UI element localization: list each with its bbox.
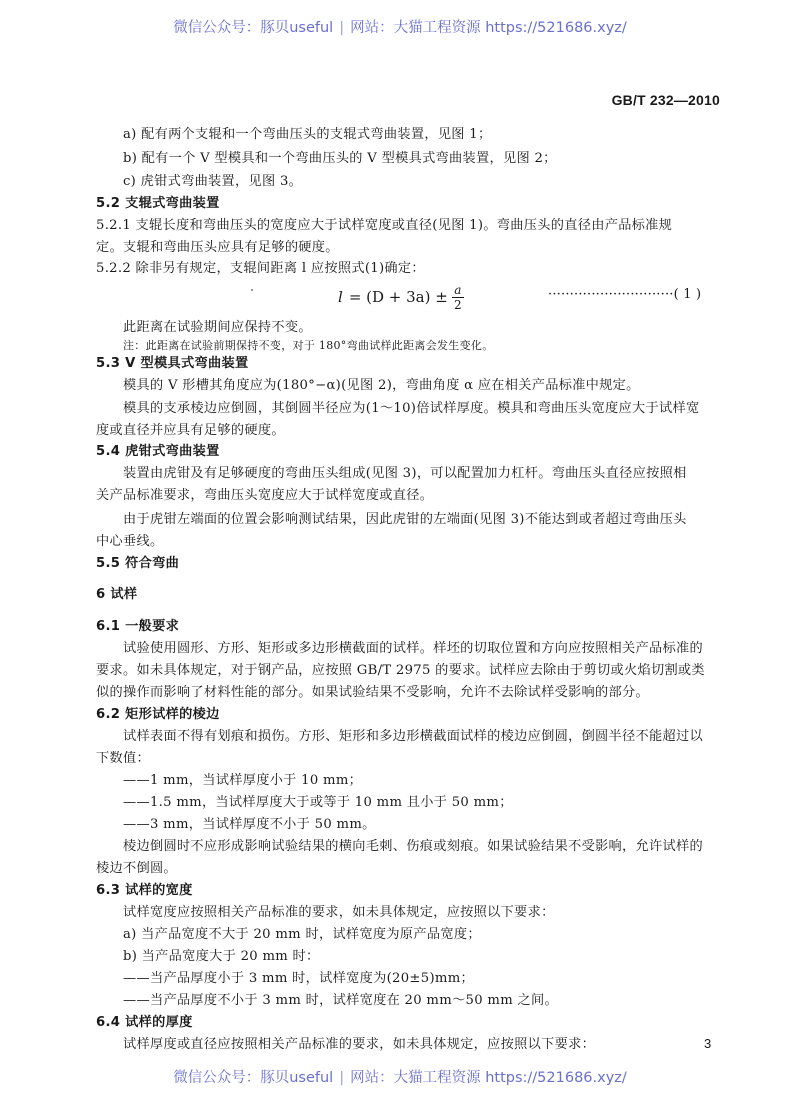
list-item: a) 配有两个支辊和一个弯曲压头的支辊式弯曲装置，见图 1； <box>123 127 492 142</box>
section-heading: 6.3 试样的宽度 <box>96 883 193 898</box>
list-item: b) 配有一个 V 型模具和一个弯曲压头的 V 型模具式弯曲装置，见图 2； <box>123 151 557 166</box>
page-number: 3 <box>704 1036 712 1051</box>
dash-list-item: ——1 mm，当试样厚度小于 10 mm； <box>123 773 363 788</box>
formula-lhs: l <box>338 288 343 306</box>
note-line: 注：此距离在试验前期保持不变，对于 180°弯曲试样此距离会发生变化。 <box>123 339 494 352</box>
paragraph-line: 5.2.1 支辊长度和弯曲压头的宽度应大于试样宽度或直径(见图 1)。弯曲压头的直径由产品标准规 <box>96 218 673 233</box>
paragraph-line: 装置由虎钳及有足够硬度的弯曲压头组成(见图 3)，可以配置加力杠杆。弯曲压头直径应按照相 <box>123 466 687 481</box>
formula-1 <box>338 279 464 315</box>
chapter-heading: 6 试样 <box>96 587 138 602</box>
dash-list-item: ——当产品厚度不小于 3 mm 时，试样宽度在 20 mm～50 mm 之间。 <box>123 993 558 1008</box>
watermark-site: 网站：大猫工程资源 https://521686.xyz/ <box>350 1070 627 1086</box>
fraction-denominator: 2 <box>453 297 462 312</box>
section-heading: 6.1 一般要求 <box>96 619 180 634</box>
paragraph-line: 棱边不倒圆。 <box>96 861 177 876</box>
paragraph-line: 棱边倒圆时不应形成影响试验结果的横向毛刺、伤痕或刻痕。如果试验结果不受影响，允许试样的 <box>123 839 703 854</box>
watermark-wechat: 微信公众号：豚贝useful <box>173 20 334 36</box>
paragraph-line: 模具的支承棱边应倒圆，其倒圆半径应为(1～10)倍试样厚度。模具和弯曲压头宽度应大于试样宽 <box>123 401 700 416</box>
section-heading: 5.5 符合弯曲 <box>96 556 180 571</box>
section-heading: 6.2 矩形试样的棱边 <box>96 707 220 722</box>
watermark-bottom <box>0 1066 800 1087</box>
paragraph-line: 似的操作而影响了材料性能的部分。如果试验结果不受影响，允许不去除试样受影响的部分。 <box>96 685 649 700</box>
paragraph-line: 度或直径并应具有足够的硬度。 <box>96 423 285 438</box>
watermark-divider: | <box>339 1070 345 1086</box>
standard-number: GB/T 232—2010 <box>611 92 720 108</box>
list-item: c) 虎钳式弯曲装置，见图 3。 <box>123 174 303 189</box>
paragraph-line: 定。支辊和弯曲压头应具有足够的硬度。 <box>96 240 339 255</box>
formula-fraction <box>452 283 464 312</box>
dash-list-item: ——当产品厚度小于 3 mm 时，试样宽度为(20±5)mm； <box>123 971 474 986</box>
fraction-numerator: a <box>454 282 462 297</box>
scan-speck <box>251 289 253 291</box>
formula-rhs: = (D + 3a) ± <box>348 288 448 306</box>
list-item: b) 当产品宽度大于 20 mm 时： <box>123 949 320 964</box>
paragraph-line: 下数值： <box>96 751 150 766</box>
paragraph-line: 中心垂线。 <box>96 534 164 549</box>
paragraph-line: 关产品标准要求，弯曲压头宽度应大于试样宽度或直径。 <box>96 488 434 503</box>
paragraph-line: 试验使用圆形、方形、矩形或多边形横截面的试样。样坯的切取位置和方向应按照相关产品标准的 <box>123 641 703 656</box>
paragraph-line: 要求。如未具体规定，对于钢产品，应按照 GB/T 2975 的要求。试样应去除由于剪切或火焰切割或类 <box>96 663 705 678</box>
section-heading: 5.2 支辊式弯曲装置 <box>96 196 220 211</box>
paragraph-line: 试样厚度或直径应按照相关产品标准的要求，如未具体规定，应按照以下要求： <box>123 1037 596 1052</box>
paragraph-line: 此距离在试验期间应保持不变。 <box>123 320 312 335</box>
paragraph-line: 由于虎钳左端面的位置会影响测试结果，因此虎钳的左端面(见图 3)不能达到或者超过弯曲压头 <box>123 512 687 527</box>
section-heading: 5.4 虎钳式弯曲装置 <box>96 444 220 459</box>
section-heading: 5.3 V 型模具式弯曲装置 <box>96 356 249 371</box>
paragraph-line: 试样表面不得有划痕和损伤。方形、矩形和多边形横截面试样的棱边应倒圆，倒圆半径不能超过以 <box>123 729 703 744</box>
watermark-wechat: 微信公众号：豚贝useful <box>173 1070 334 1086</box>
watermark-site: 网站：大猫工程资源 https://521686.xyz/ <box>350 20 627 36</box>
dash-list-item: ——3 mm，当试样厚度不小于 50 mm。 <box>123 817 376 832</box>
paragraph-line: 5.2.2 除非另有规定，支辊间距离 l 应按照式(1)确定： <box>96 261 425 276</box>
section-heading: 6.4 试样的厚度 <box>96 1015 193 1030</box>
watermark-top <box>0 16 800 37</box>
formula-label: ·····························( 1 ) <box>548 287 702 302</box>
dash-list-item: ——1.5 mm，当试样厚度大于或等于 10 mm 且小于 50 mm； <box>123 795 513 810</box>
watermark-divider: | <box>339 20 345 36</box>
paragraph-line: 模具的 V 形槽其角度应为(180°−α)(见图 2)，弯曲角度 α 应在相关产品标准中规定。 <box>123 378 640 393</box>
list-item: a) 当产品宽度不大于 20 mm 时，试样宽度为原产品宽度； <box>123 927 481 942</box>
paragraph-line: 试样宽度应按照相关产品标准的要求，如未具体规定，应按照以下要求： <box>123 905 555 920</box>
